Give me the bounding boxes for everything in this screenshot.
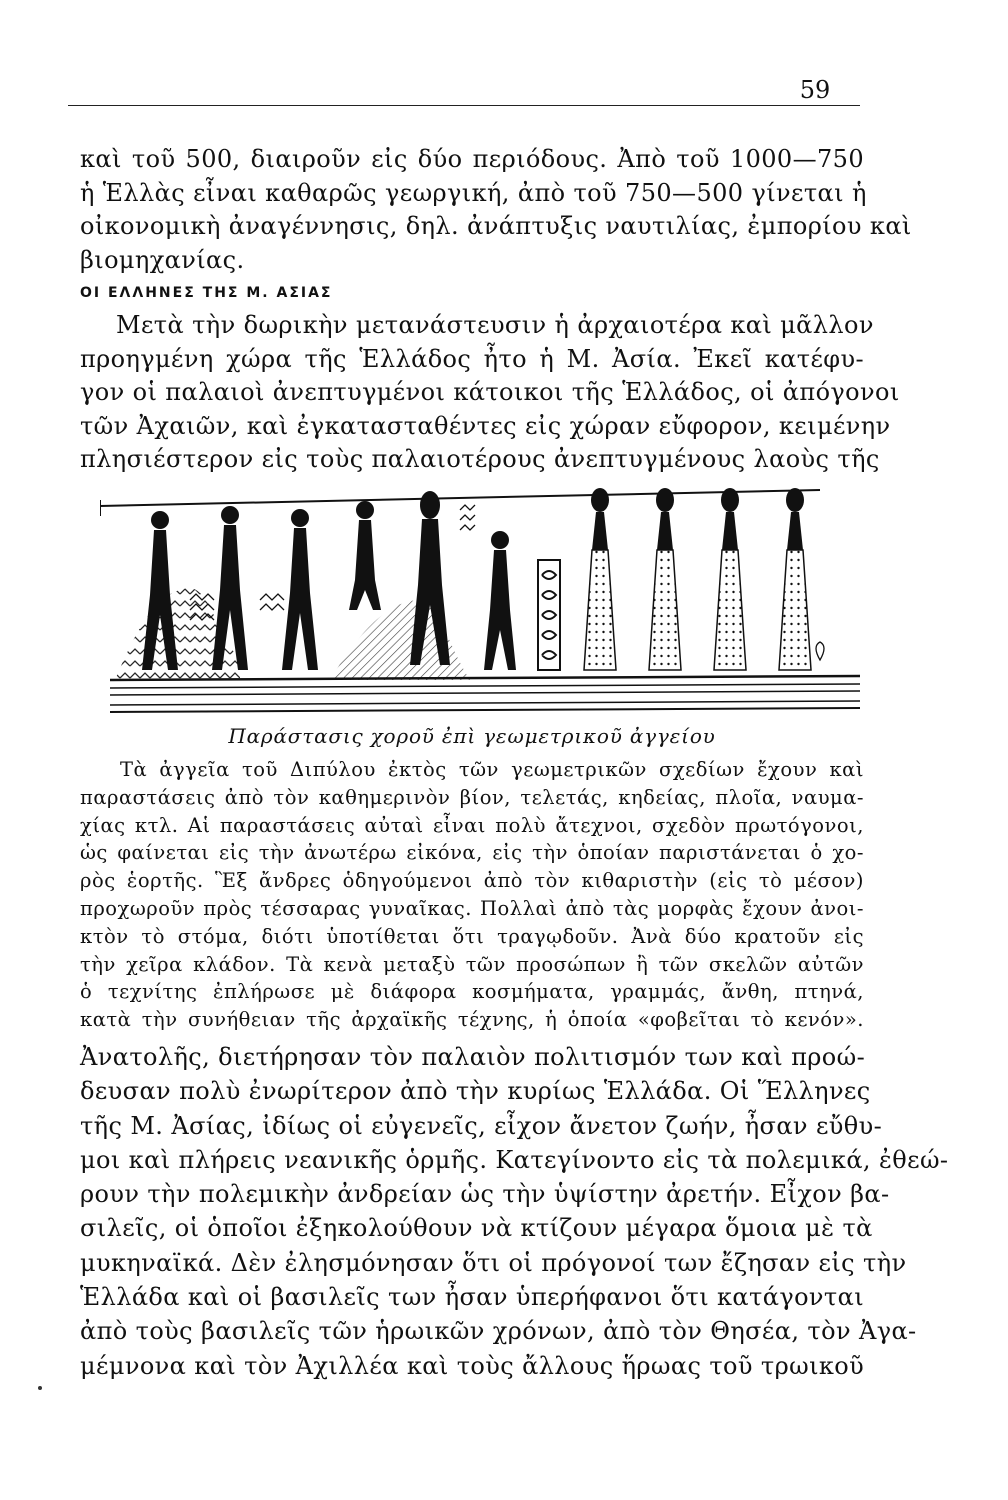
text-line: τὴν χεῖρα κλάδον. Τὰ κενὰ μεταξὺ τῶν προσώπων ἢ τῶν σκελῶν αὐτῶν — [80, 952, 864, 976]
text-line: Ἀνατολῆς, διετήρησαν τὸν παλαιὸν πολιτισμόν των καὶ προώ- — [80, 1043, 866, 1071]
text-line: προχωροῦν πρὸς τέσσαρας γυναῖκας. Πολλαὶ ἀπὸ τὰς μορφὰς ἔχουν ἀνοι- — [80, 896, 864, 920]
text-line: ὁ τεχνίτης ἐπλήρωσε μὲ διάφορα κοσμήματα, γραμμάς, ἄνθη, πτηνά, — [80, 980, 864, 1004]
text-line: ρὸς ἑορτῆς. Ἓξ ἄνδρες ὁδηγούμενοι ἀπὸ τὸν κιθαριστὴν (εἰς τὸ μέσον) — [80, 869, 864, 893]
page-number: 59 — [799, 76, 831, 104]
text-line: Μετὰ τὴν δωρικὴν μετανάστευσιν ἡ ἀρχαιοτέρα καὶ μᾶλλον — [116, 311, 874, 339]
section-heading: ΟΙ ΕΛΛΗΝΕΣ ΤΗΣ Μ. ΑΣΙΑΣ — [80, 285, 333, 301]
text-line: ἡ Ἑλλὰς εἶναι καθαρῶς γεωργική, ἀπὸ τοῦ 750—500 γίνεται ἡ — [80, 178, 867, 207]
vase-frieze-drawing — [100, 480, 860, 715]
text-line: κατὰ τὴν συνήθειαν τῆς ἀρχαϊκῆς τέχνης, ἡ ὁποία «φοβεῖται τὸ κενόν». — [80, 1008, 864, 1032]
text-line: ρουν τὴν πολεμικὴν ἀνδρείαν ὡς τὴν ὑψίστην ἀρετήν. Εἶχον βα- — [80, 1180, 890, 1209]
text-line: Ἑλλάδα καὶ οἱ βασιλεῖς των ἦσαν ὑπερήφανοι ὅτι κατάγονται — [80, 1283, 865, 1312]
text-line: καὶ τοῦ 500, διαιροῦν εἰς δύο περιόδους. Ἀπὸ τοῦ 1000—750 — [80, 145, 864, 173]
text-line: τῶν Ἀχαιῶν, καὶ ἐγκατασταθέντες εἰς χώραν εὔφορον, κειμένην — [80, 411, 891, 440]
text-line: χίας κτλ. Αἱ παραστάσεις αὐταὶ εἶναι πολὺ ἄτεχνοι, σχεδὸν πρωτόγονοι, — [80, 813, 864, 837]
text-line: παραστάσεις ἀπὸ τὸν καθημερινὸν βίον, τελετάς, κηδείας, πλοῖα, ναυμα- — [80, 785, 864, 809]
text-line: κτὸν τὸ στόμα, διότι ὑποτίθεται ὅτι τραγῳδοῦν. Ἀνὰ δύο κρατοῦν εἰς — [80, 924, 864, 948]
text-line: προηγμένη χώρα τῆς Ἑλλάδος ἦτο ἡ Μ. Ἀσία. Ἐκεῖ κατέφυ- — [80, 344, 864, 373]
text-line: οἰκονομικὴ ἀναγέννησις, δηλ. ἀνάπτυξις ναυτιλίας, ἐμπορίου καὶ — [80, 212, 912, 240]
female-dancers — [584, 488, 811, 670]
figure-caption: Παράστασις χοροῦ ἐπὶ γεωμετρικοῦ ἀγγείου — [228, 724, 716, 748]
paragraph-dipylon-vases — [80, 756, 864, 1034]
paragraph-anatolia — [80, 1040, 949, 1383]
text-line: ὡς φαίνεται εἰς τὴν ἀνωτέρω εἰκόνα, εἰς τὴν ὁποίαν παριστάνεται ὁ χο- — [80, 841, 864, 865]
text-line: τῆς Μ. Ἀσίας, ἰδίως οἱ εὐγενεῖς, εἶχον ἄνετον ζωήν, ἦσαν εὔθυ- — [80, 1111, 883, 1140]
text-line: μυκηναϊκά. Δὲν ἐλησμόνησαν ὅτι οἱ πρόγονοί των ἔζησαν εἰς τὴν — [80, 1248, 907, 1277]
text-line: βιομηχανίας. — [80, 245, 245, 274]
text-line: μέμνονα καὶ τὸν Ἀχιλλέα καὶ τοὺς ἄλλους ἥρωας τοῦ τρωικοῦ — [80, 1351, 865, 1380]
paragraph-asia-minor — [80, 309, 900, 477]
paragraph-intro — [80, 143, 912, 277]
text-line: Τὰ ἀγγεῖα τοῦ Διπύλου ἐκτὸς τῶν γεωμετρικῶν σχεδίων ἔχουν καὶ — [120, 758, 864, 781]
text-line: δευσαν πολὺ ἐνωρίτερον ἀπὸ τὴν κυρίως Ἑλλάδα. Οἱ Ἕλληνες — [80, 1077, 871, 1106]
text-line: μοι καὶ πλήρεις νεανικῆς ὁρμῆς. Κατεγίνοντο εἰς τὰ πολεμικά, ἐθεώ- — [80, 1145, 949, 1174]
text-line: γον οἱ παλαιοὶ ἀνεπτυγμένοι κάτοικοι τῆς Ἑλλάδος, οἱ ἀπόγονοι — [80, 378, 900, 407]
header-rule — [68, 105, 860, 106]
text-line: ἀπὸ τοὺς βασιλεῖς τῶν ἡρωικῶν χρόνων, ἀπὸ τὸν Θησέα, τὸν Ἀγα- — [80, 1317, 917, 1346]
vase-illustration — [100, 480, 860, 715]
text-line: σιλεῖς, οἱ ὁποῖοι ἐξηκολούθουν νὰ κτίζουν μέγαρα ὅμοια μὲ τὰ — [80, 1214, 873, 1243]
text-line: πλησιέστερον εἰς τοὺς παλαιοτέρους ἀνεπτυγμένους λαοὺς τῆς — [80, 445, 880, 474]
print-speck — [38, 1386, 42, 1390]
